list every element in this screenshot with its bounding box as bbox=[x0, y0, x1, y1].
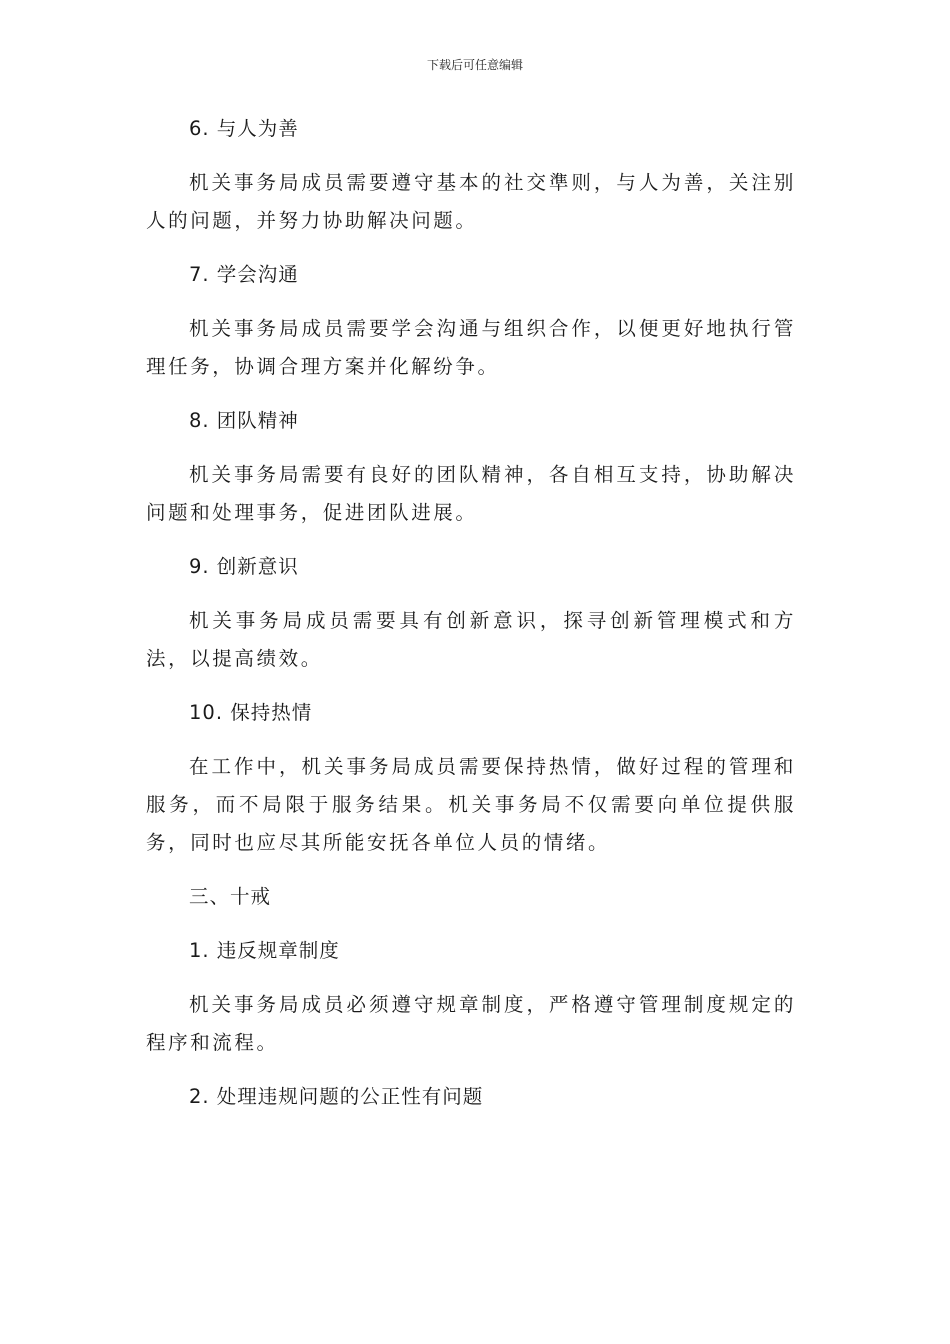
paragraph: 机关事务局成员需要遵守基本的社交準则，与人为善，关注别人的问题，并努力协助解决问题。 bbox=[146, 171, 796, 232]
paragraph: 机关事务局成员需要具有创新意识，探寻创新管理模式和方法，以提高绩效。 bbox=[146, 609, 796, 670]
section-heading: 7. 学会沟通 bbox=[189, 263, 299, 286]
paragraph: 机关事务局成员需要学会沟通与组织合作，以便更好地执行管理任务，协调合理方案并化解纷争。 bbox=[146, 317, 796, 378]
paragraph: 在工作中，机关事务局成员需要保持热情，做好过程的管理和服务，而不局限于服务结果。机关事务局不仅需要向单位提供服务，同时也应尽其所能安抚各单位人员的情绪。 bbox=[146, 755, 796, 854]
section-heading: 8. 团队精神 bbox=[189, 409, 299, 432]
section-heading: 6. 与人为善 bbox=[189, 117, 299, 140]
paragraph: 机关事务局需要有良好的团队精神，各自相互支持，协助解决问题和处理事务，促进团队进展。 bbox=[146, 463, 796, 524]
section-heading: 2. 处理违规问题的公正性有问题 bbox=[189, 1085, 484, 1108]
document-body bbox=[146, 110, 796, 1132]
chapter-heading: 三、十戒 bbox=[189, 885, 272, 908]
section-heading: 9. 创新意识 bbox=[189, 555, 299, 578]
section-heading: 1. 违反规章制度 bbox=[189, 939, 340, 962]
paragraph: 机关事务局成员必须遵守规章制度，严格遵守管理制度规定的程序和流程。 bbox=[146, 993, 796, 1054]
header-note: 下载后可任意编辑 bbox=[426, 58, 523, 72]
section-heading: 10. 保持热情 bbox=[189, 701, 313, 724]
